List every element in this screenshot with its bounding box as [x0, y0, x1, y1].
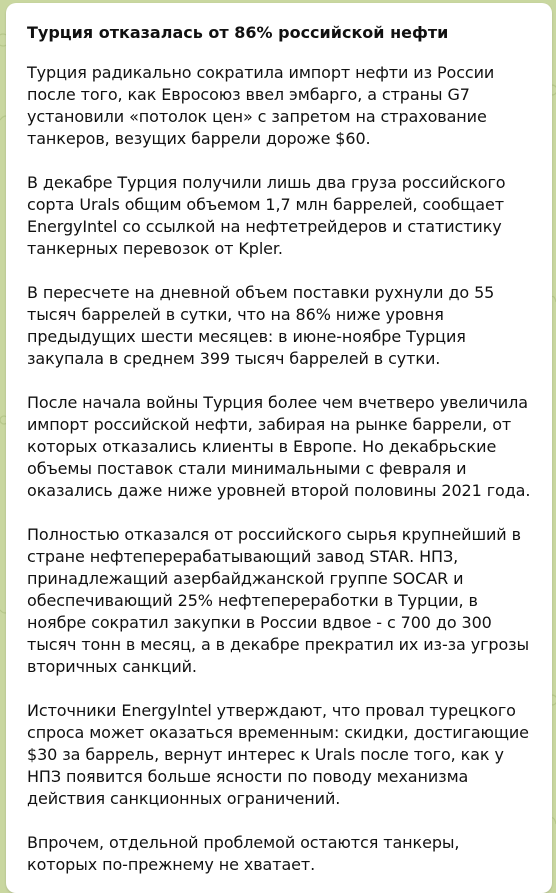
message-bubble [6, 3, 552, 893]
post-paragraph: В декабре Турция получили лишь два груза российского сорта Urals общим объемом 1,7 млн баррелей, сообщает EnergyIntel со ссылкой на нефтетрейдеров и статистику танкерных перевозок от Kpler. [27, 173, 506, 258]
post-paragraph: Турция радикально сократила импорт нефти из России после того, как Евросоюз ввел эмбарго, а страны G7 установили «потолок цен» с запретом на страхование танкеров, везущих баррели дороже $60. [27, 63, 495, 148]
post-paragraph: Полностью отказался от российского сырья крупнейший в стране нефтеперерабатывающий завод STAR. НПЗ, принадлежащий азербайджанской группе SOCAR и обеспечивающий 25% нефтепереработки в Турции, в ноябре сократил закупки в России вдвое - с 700 до 300 тысяч тонн в месяц, а в декабре прекратил их из-за угрозы вторичных санкций. [27, 525, 530, 676]
post-paragraph: Источники EnergyIntel утверждают, что провал турецкого спроса может оказаться временным: скидки, достигающие $30 за баррель, вернут интерес к Urals после того, как у НПЗ появится больше ясности по поводу механизма действия санкционных ограничений. [27, 701, 529, 808]
post-paragraph: Впрочем, отдельной проблемой остаются танкеры, которых по-прежнему не хватает. [27, 833, 460, 874]
post-paragraph: После начала войны Турция более чем вчетверо увеличила импорт российской нефти, забирая на рынке баррели, от которых отказались клиенты в Европе. Но декабрьские объемы поставок стали минимальными с февраля и оказались даже ниже уровней второй половины 2021 года. [27, 393, 531, 500]
post-title: Турция отказалась от 86% российской нефти [27, 23, 449, 42]
post-paragraph: В пересчете на дневной объем поставки рухнули до 55 тысяч баррелей в сутки, что на 86% ниже уровня предыдущих шести месяцев: в июне-ноябре Турция закупала в среднем 399 тысяч баррелей в сутки. [27, 283, 495, 368]
